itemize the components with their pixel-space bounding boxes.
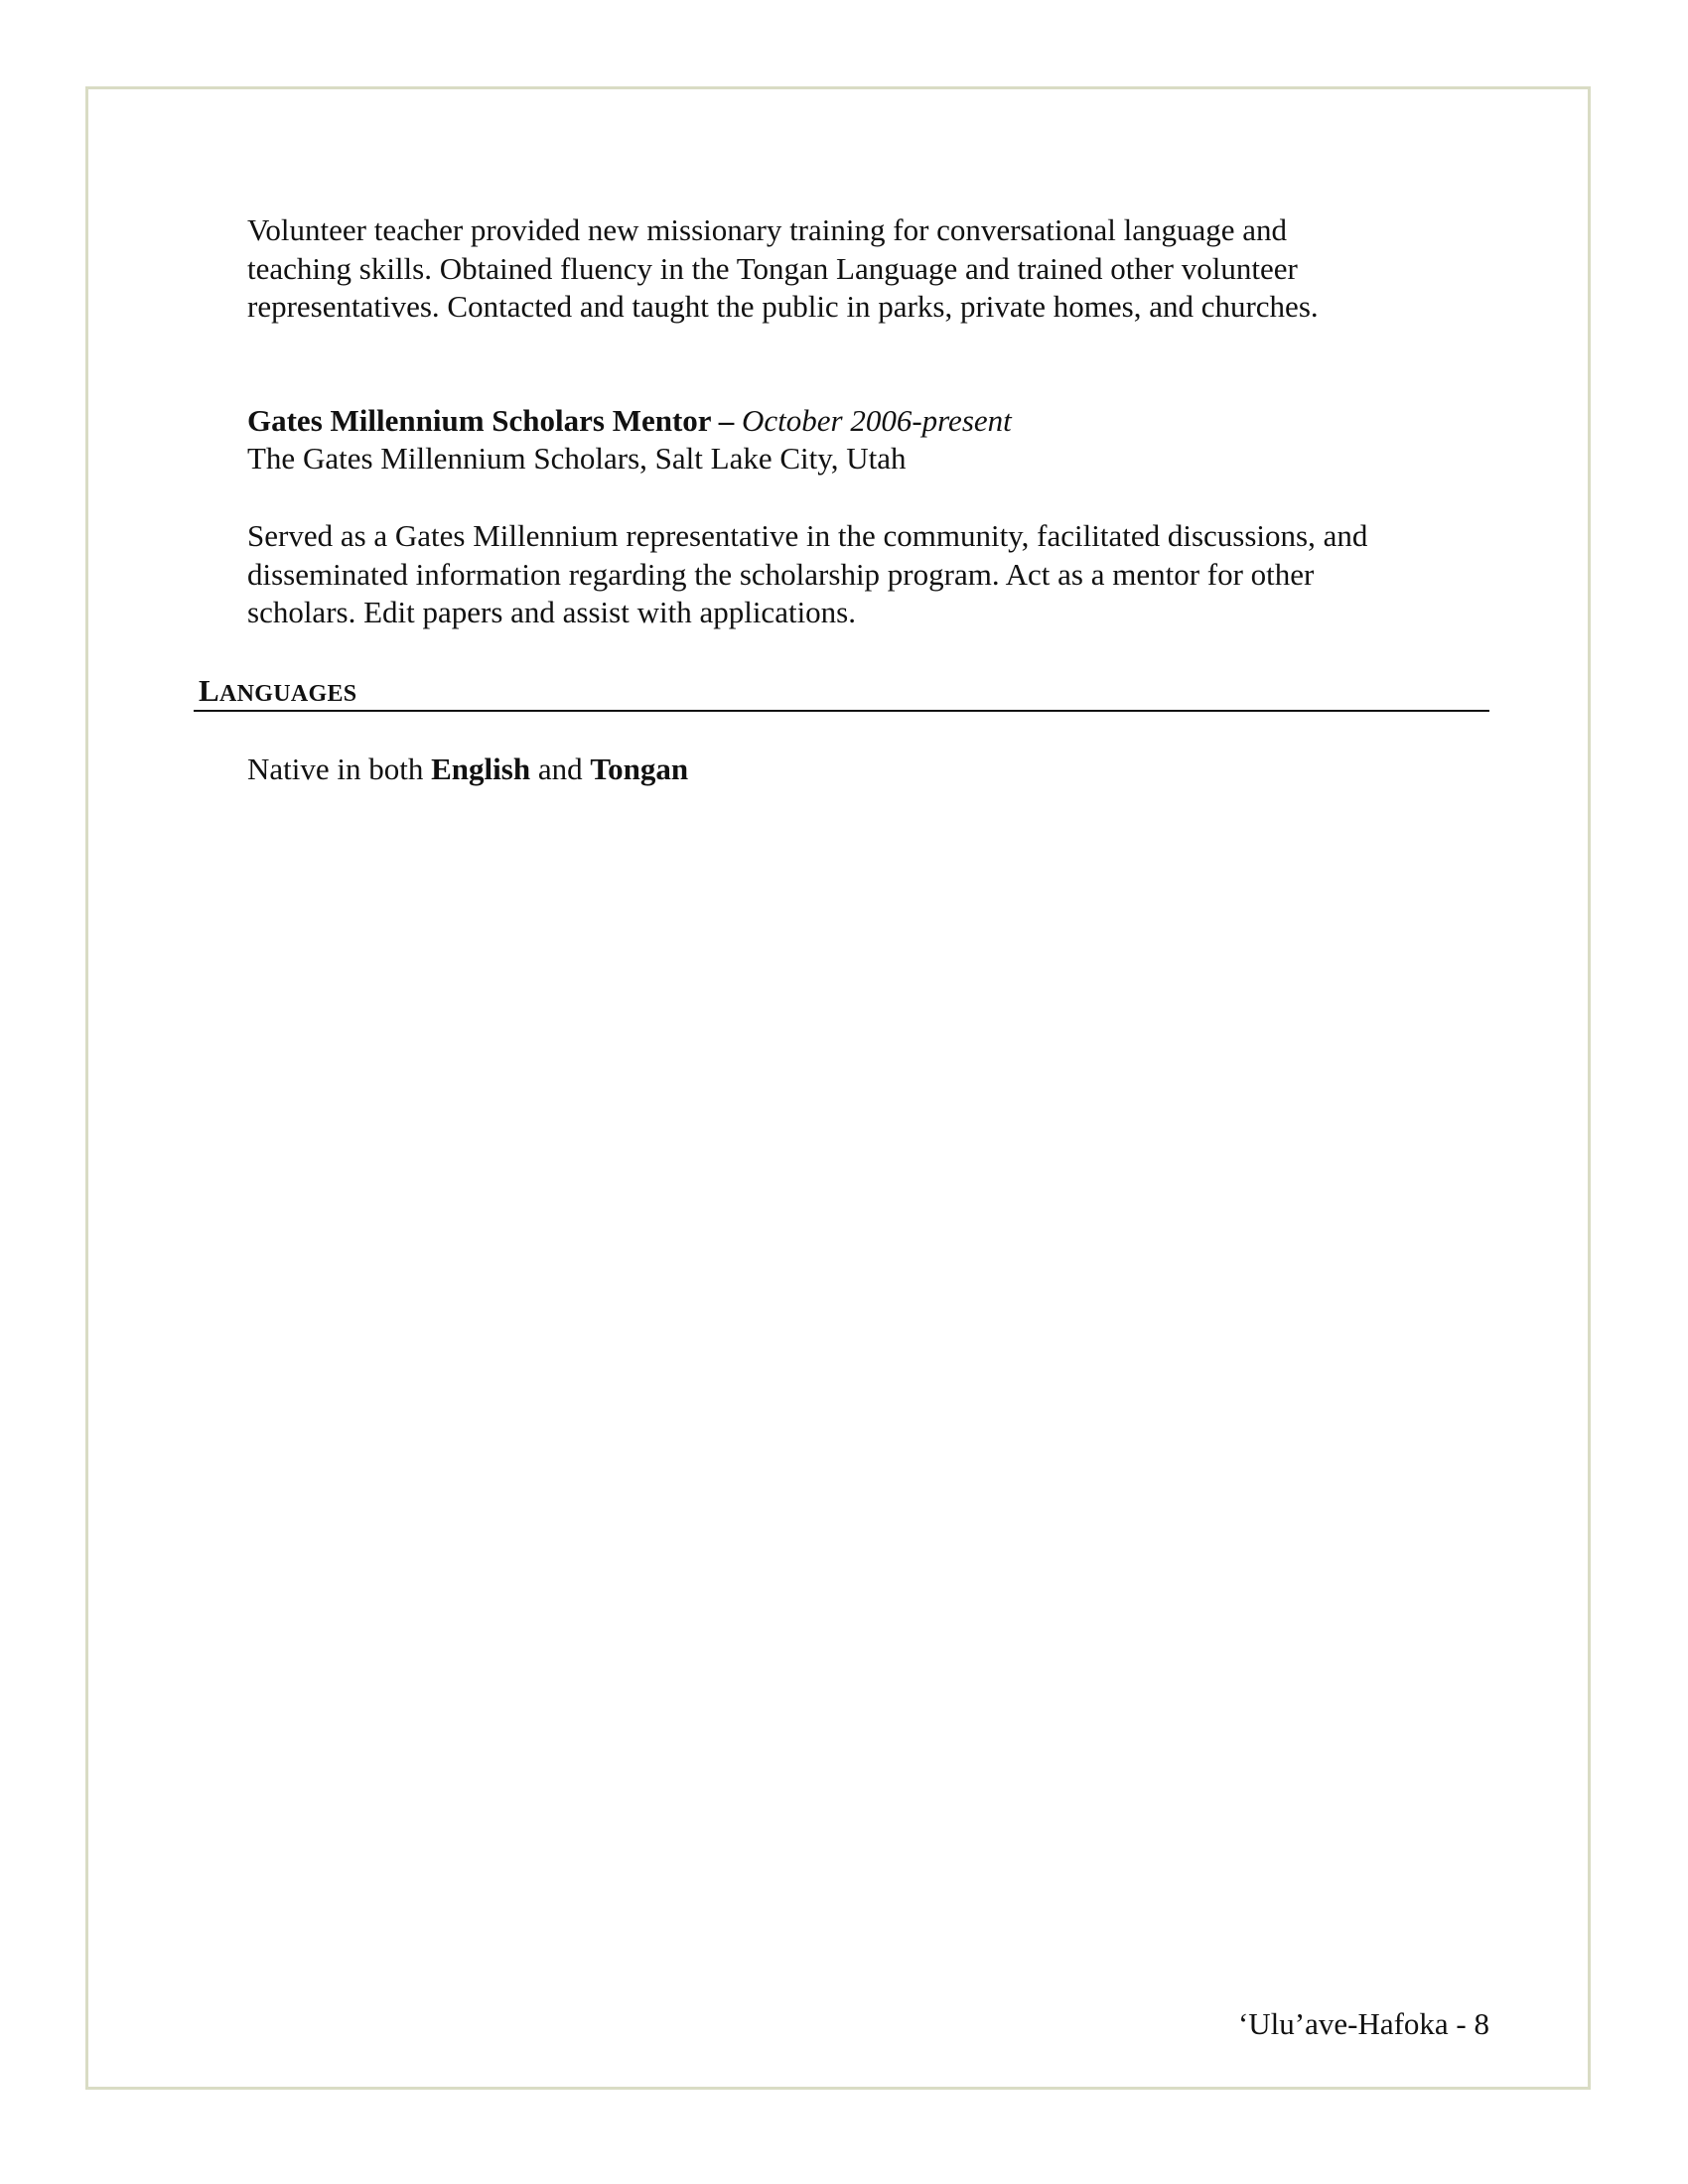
languages-prefix: Native in both	[247, 751, 432, 786]
job-heading	[247, 402, 1538, 441]
heading-rest: ANGUAGES	[218, 681, 357, 707]
job-title: Gates Millennium Scholars Mentor	[247, 403, 711, 438]
languages-text	[247, 751, 1538, 789]
text-line: teaching skills. Obtained fluency in the Tongan Language and trained other volunteer	[247, 250, 1298, 286]
section-divider	[194, 710, 1489, 712]
section-heading-languages	[199, 673, 356, 709]
gates-description	[247, 517, 1538, 632]
language-english: English	[431, 751, 531, 786]
job-organization: The Gates Millennium Scholars, Salt Lake City, Utah	[247, 441, 907, 476]
text-line: Volunteer teacher provided new missionary training for conversational language and	[247, 212, 1288, 247]
language-tongan: Tongan	[590, 751, 689, 786]
heading-initial: L	[199, 673, 219, 708]
job-dates: October 2006-present	[741, 403, 1012, 438]
languages-conjunction: and	[530, 751, 591, 786]
text-line: Served as a Gates Millennium representative in the community, facilitated discussions, and	[247, 518, 1368, 553]
title-separator: –	[710, 403, 742, 438]
volunteer-description	[247, 211, 1538, 327]
text-line: representatives. Contacted and taught the public in parks, private homes, and churches.	[247, 289, 1319, 324]
text-line: disseminated information regarding the scholarship program. Act as a mentor for other	[247, 556, 1315, 592]
page-footer: ‘Ulu’ave-Hafoka - 8	[1237, 2006, 1489, 2041]
text-line: scholars. Edit papers and assist with applications.	[247, 595, 856, 629]
